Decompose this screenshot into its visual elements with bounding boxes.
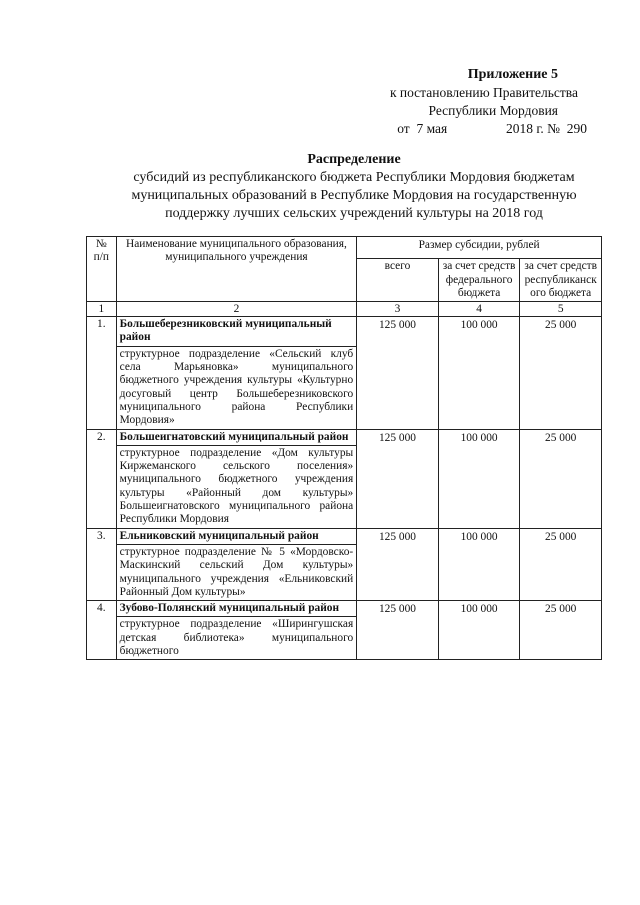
- institution-name: структурное подразделение «Сельский клуб села Марьяновка» муниципального бюджетного учреждения культуры «Культурно досуговый центр Большеберезниковского муниципального района Республики Мордовия»: [119, 347, 354, 427]
- institution-name: структурное подразделение «Дом культуры Киржеманского сельского поселения» муниципального бюджетного учреждения культуры «Районный дом культуры» Большеигнатовского муниципального района Республики Мордовия: [119, 446, 354, 526]
- index-cell: 4: [438, 302, 520, 317]
- table-row: [87, 429, 602, 528]
- amount-republic: 25 000: [520, 601, 602, 660]
- row-name-cell: [116, 601, 357, 660]
- amount-federal: 100 000: [438, 528, 520, 600]
- annex-line2: к постановлению Правительства: [389, 85, 578, 100]
- row-name-cell: [116, 528, 357, 600]
- subsidy-table: [86, 236, 602, 660]
- amount-total: 125 000: [357, 528, 439, 600]
- amount-total: 125 000: [357, 429, 439, 528]
- amount-republic: 25 000: [520, 317, 602, 429]
- date-day: 7 мая: [416, 121, 448, 136]
- row-number: 4.: [87, 601, 117, 660]
- row-name-cell: [116, 317, 357, 429]
- date-prefix: от: [397, 121, 410, 136]
- date-year: 2018 г. №: [505, 121, 560, 136]
- table-row: [87, 601, 602, 660]
- district-name: Большеигнатовский муниципальный район: [117, 430, 357, 446]
- document-subtitle-line: поддержку лучших сельских учреждений культуры на 2018 год: [165, 206, 543, 221]
- document-subtitle-line: субсидий из республиканского бюджета Республики Мордовия бюджетам: [133, 170, 575, 185]
- amount-federal: 100 000: [438, 601, 520, 660]
- table-row: [87, 528, 602, 600]
- annex-date: [390, 120, 587, 138]
- table-index-row: [87, 302, 602, 317]
- header-subsidy: Размер субсидии, рублей: [357, 237, 602, 259]
- index-cell: 2: [116, 302, 357, 317]
- annex-title: Приложение 5: [467, 67, 558, 82]
- header-republic: за счет средств республиканского бюджета: [520, 259, 602, 302]
- table-row: [87, 317, 602, 429]
- amount-federal: 100 000: [438, 317, 520, 429]
- row-number: 1.: [87, 317, 117, 429]
- row-number: 3.: [87, 528, 117, 600]
- index-cell: 5: [520, 302, 602, 317]
- index-cell: 3: [357, 302, 439, 317]
- row-number: 2.: [87, 429, 117, 528]
- district-name: Ельниковский муниципальный район: [117, 529, 357, 545]
- row-name-cell: [116, 429, 357, 528]
- institution-name: структурное подразделение «Ширингушская детская библиотека» муниципального бюджетного: [119, 618, 354, 658]
- header-federal: за счет средств федерального бюджета: [438, 259, 520, 302]
- document-subtitle-line: муниципальных образований в Республике Мордовия на государственную: [131, 188, 577, 203]
- header-name: Наименование муниципального образования, муниципального учреждения: [116, 237, 357, 302]
- amount-republic: 25 000: [520, 528, 602, 600]
- annex-block: [389, 66, 587, 138]
- date-number: 290: [566, 121, 587, 136]
- header-no: № п/п: [87, 237, 117, 302]
- amount-republic: 25 000: [520, 429, 602, 528]
- district-name: Большеберезниковский муниципальный район: [117, 317, 357, 347]
- district-name: Зубово-Полянский муниципальный район: [117, 601, 357, 617]
- amount-federal: 100 000: [438, 429, 520, 528]
- header-total: всего: [357, 259, 439, 302]
- annex-line3: Республики Мордовия: [428, 103, 558, 118]
- institution-name: структурное подразделение № 5 «Мордовско-Маскинский сельский Дом культуры» муниципального учреждения «Ельниковский Районный Дом культуры»: [119, 545, 354, 598]
- amount-total: 125 000: [357, 317, 439, 429]
- document-heading: [70, 151, 638, 223]
- index-cell: 1: [87, 302, 117, 317]
- document-title: Распределение: [307, 152, 401, 167]
- table-header-row: [87, 237, 602, 259]
- amount-total: 125 000: [357, 601, 439, 660]
